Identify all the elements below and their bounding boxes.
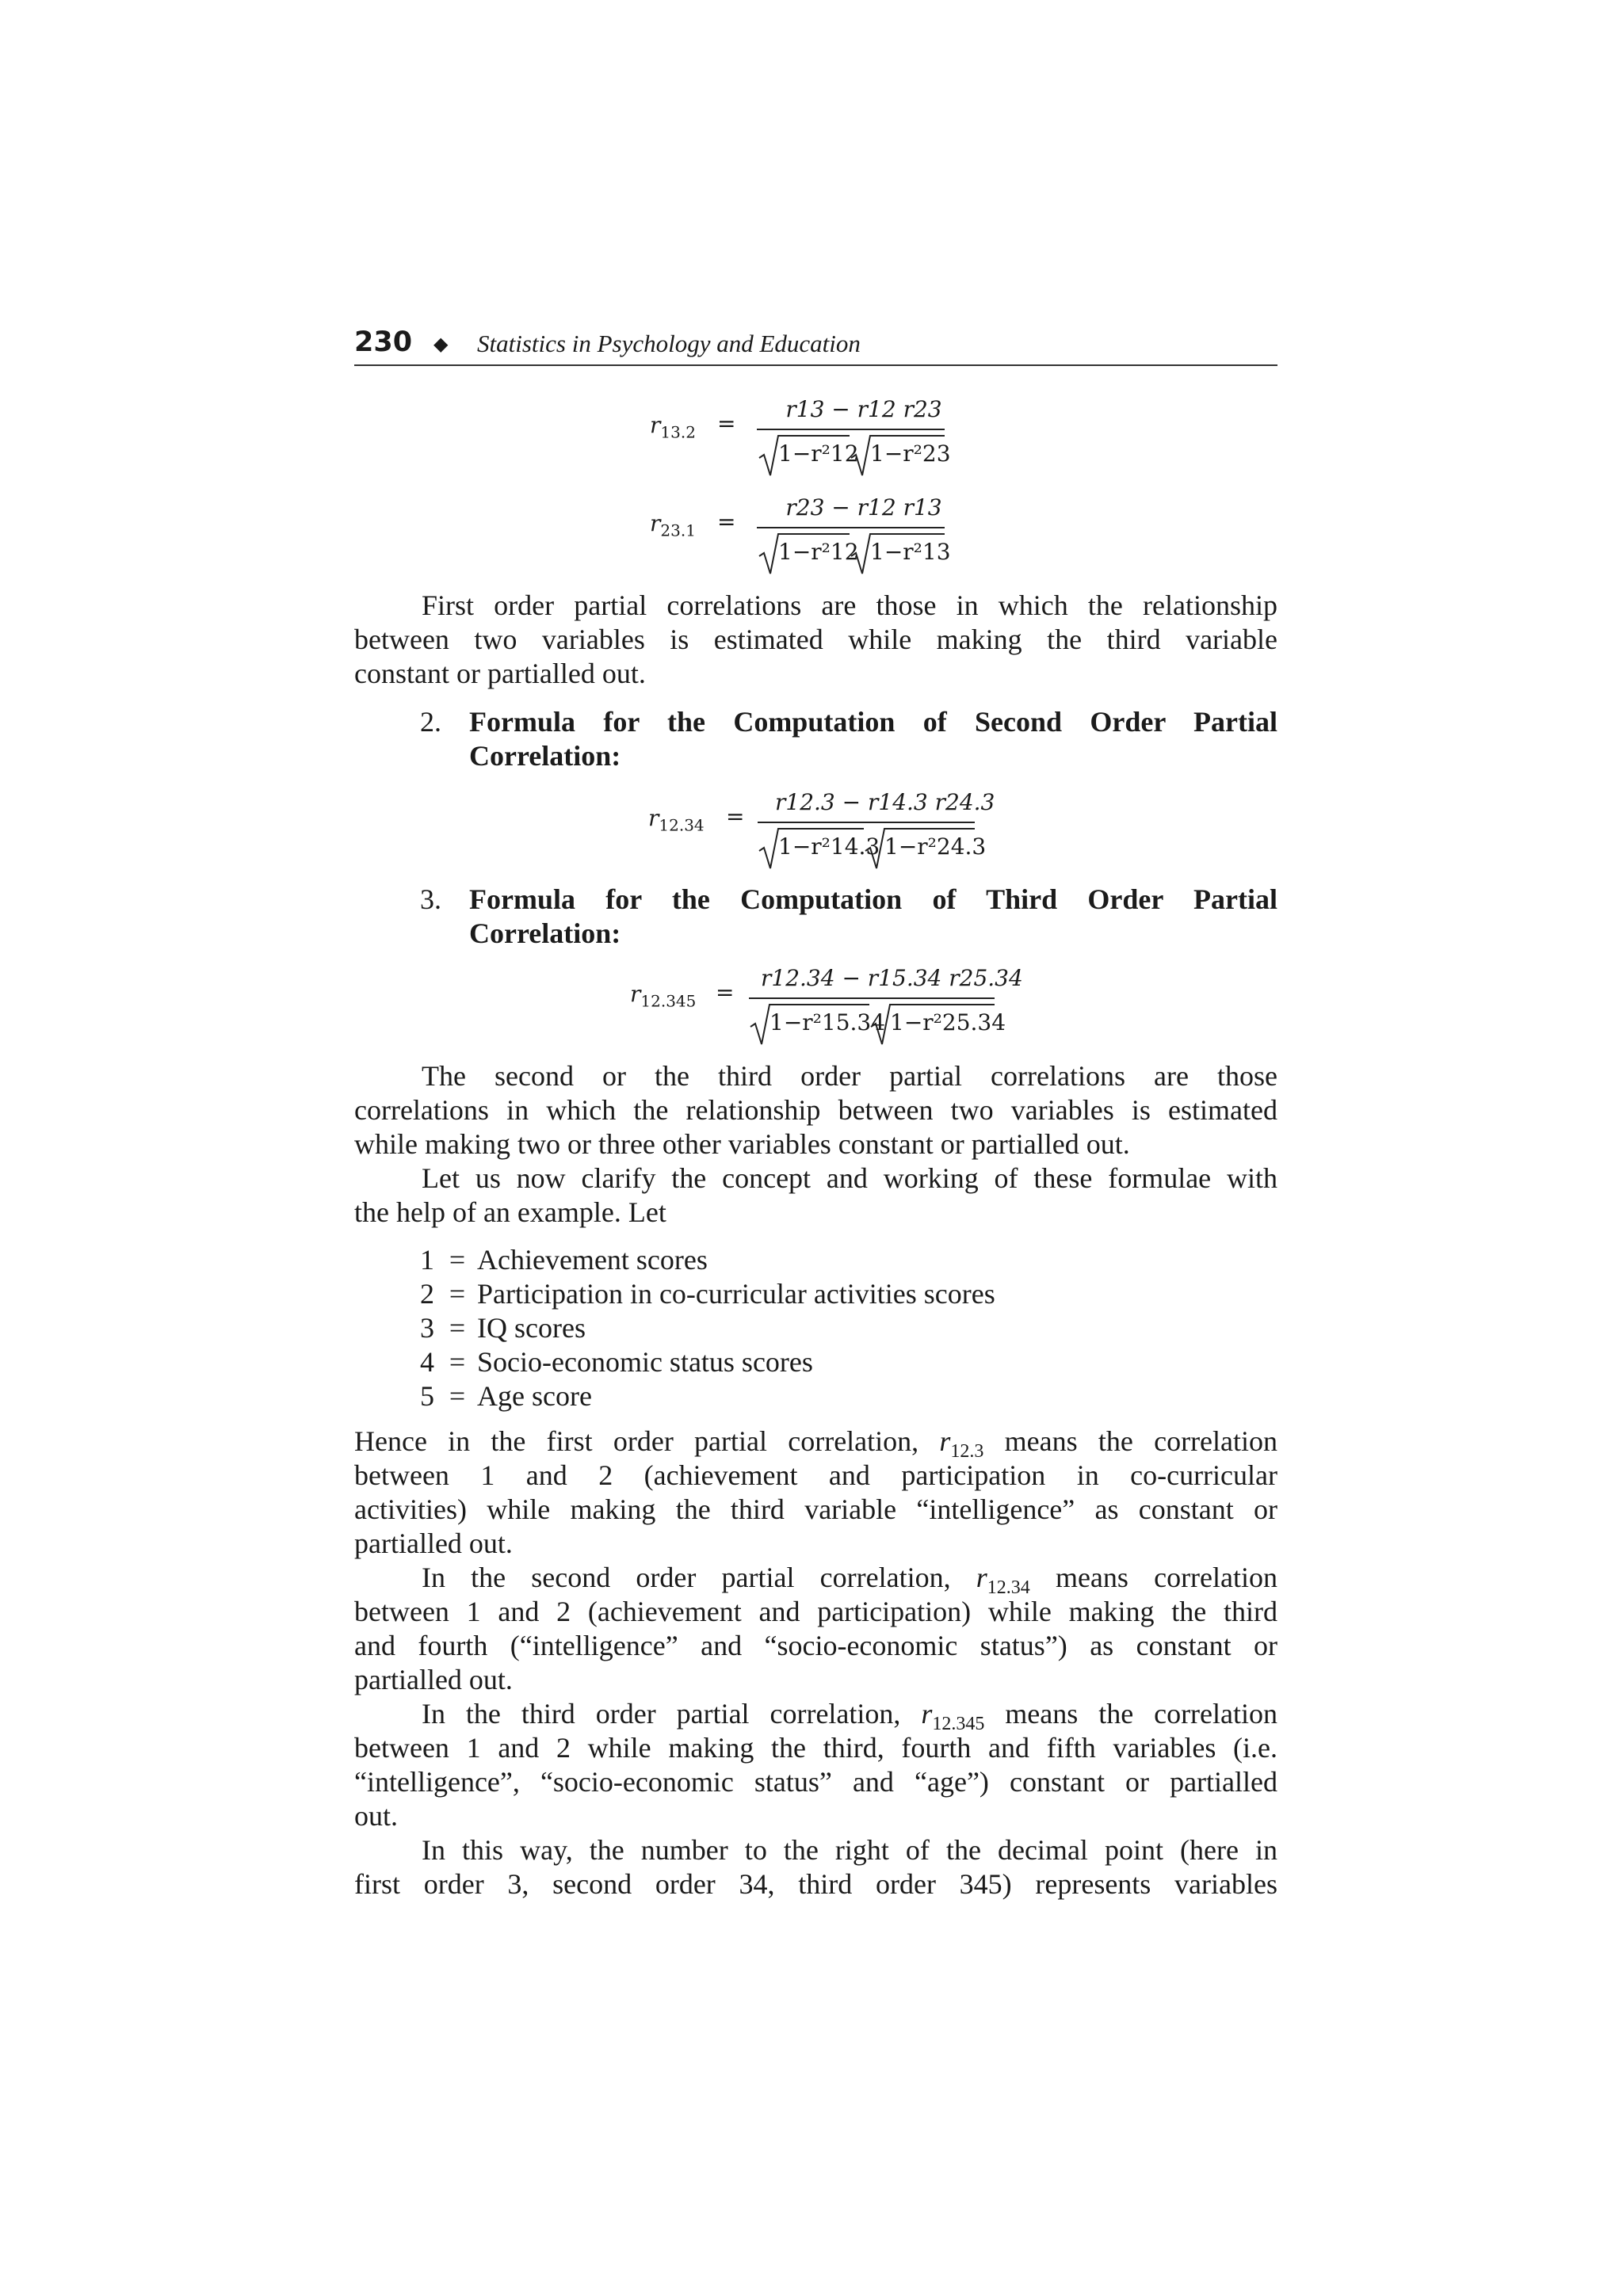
text-line: the help of an example. Let	[354, 1196, 666, 1228]
symbol-subscript: 12.345	[932, 1714, 985, 1735]
paragraph-first-order-example	[354, 1425, 1277, 1561]
formula-denominator-2: 1−r²23	[870, 441, 951, 467]
text-line: while making two or three other variables constant or partialled out.	[354, 1128, 1130, 1160]
variable-number: 3	[420, 1312, 434, 1344]
formula-lhs-subscript: 12.345	[640, 991, 697, 1011]
symbol: r	[976, 1562, 987, 1593]
heading-title	[469, 883, 1277, 951]
fraction-bar-and-radicals	[650, 396, 951, 483]
text-line: “intelligence”, “socio-economic status” and “age”) constant or partialled	[354, 1766, 1277, 1798]
symbol: r	[921, 1698, 933, 1730]
diamond-icon: ◆	[433, 333, 449, 355]
text-line: First order partial correlations are those in which the relationship	[422, 589, 1277, 621]
formula-denominator-1: 1−r²12	[778, 539, 859, 565]
formula-numerator: r12.34 − r15.34 r25.34	[761, 965, 1023, 991]
formula-lhs-subscript: 13.2	[660, 422, 696, 442]
formula-r13-2	[650, 396, 951, 483]
formula-lhs: r	[630, 981, 641, 1007]
formula-denominator-2: 1−r²24.3	[884, 833, 987, 860]
text-line: constant or partialled out.	[354, 658, 646, 689]
text-line: between 1 and 2 while making the third, fourth and fifth variables (i.e.	[354, 1732, 1277, 1764]
text-run: means the correlation	[1005, 1698, 1278, 1730]
text-line	[354, 1561, 1278, 1599]
formula-r12-345	[630, 965, 1023, 1052]
formula-lhs: r	[650, 510, 661, 536]
formula-numerator: r23 − r12 r13	[785, 494, 942, 521]
heading-number: 2.	[420, 706, 441, 738]
variable-label: Socio-economic status scores	[477, 1346, 813, 1378]
formula-numerator: r12.3 − r14.3 r24.3	[775, 789, 995, 815]
formula-denominator-2: 1−r²25.34	[890, 1009, 1006, 1035]
text-run: means correlation	[1055, 1562, 1278, 1593]
symbol-subscript: 12.3	[950, 1441, 984, 1463]
symbol: r	[939, 1425, 951, 1457]
paragraph-first-order	[354, 589, 1277, 691]
formula-lhs: r	[648, 805, 659, 831]
running-header	[354, 320, 1277, 366]
variable-label: Participation in co-curricular activities scores	[477, 1278, 995, 1310]
variable-number: 4	[420, 1346, 434, 1378]
variable-item-4: 4 = Socio-economic status scores	[420, 1346, 813, 1378]
text-run: Hence in the first order partial correlation,	[354, 1425, 919, 1457]
text-line: between 1 and 2 (achievement and participation in co-curricular	[354, 1459, 1277, 1491]
variable-label: Achievement scores	[477, 1244, 708, 1276]
fraction-bar-and-radicals	[648, 789, 995, 876]
equals-sign: =	[717, 509, 736, 535]
text-line: between 1 and 2 (achievement and participation) while making the third	[354, 1596, 1277, 1627]
section-heading-3	[420, 883, 1277, 951]
formula-denominator-2: 1−r²13	[870, 539, 951, 565]
variable-number: 1	[420, 1244, 434, 1276]
equals-sign: =	[717, 410, 736, 437]
text-run: In the third order partial correlation,	[422, 1698, 901, 1730]
text-line: In this way, the number to the right of the decimal point (here in	[422, 1834, 1277, 1866]
variable-item-2: 2 = Participation in co-curricular activities scores	[420, 1278, 995, 1310]
formula-numerator: r13 − r12 r23	[785, 396, 942, 422]
heading-line: Correlation:	[469, 917, 621, 949]
formula-denominator-1: 1−r²14.3	[778, 833, 880, 860]
text-line: partialled out.	[354, 1664, 513, 1695]
formula-lhs: r	[650, 412, 661, 438]
variable-label: IQ scores	[477, 1312, 586, 1344]
text-line: The second or the third order partial correlations are those	[422, 1060, 1277, 1092]
text-run: means the correlation	[1004, 1425, 1278, 1457]
equals-sign: =	[726, 803, 745, 830]
heading-line: Formula for the Computation of Second Order Partial	[469, 706, 1277, 738]
heading-line: Formula for the Computation of Third Order Partial	[469, 883, 1277, 915]
variable-label: Age score	[477, 1380, 592, 1412]
equals-sign: =	[716, 979, 735, 1005]
fraction-bar-and-radicals	[630, 965, 1023, 1052]
text-line	[354, 1697, 1278, 1735]
symbol-subscript: 12.34	[987, 1577, 1030, 1599]
text-line: and fourth (“intelligence” and “socio-economic status”) as constant or	[354, 1630, 1277, 1661]
text-line: Let us now clarify the concept and working of these formulae with	[422, 1162, 1277, 1194]
formula-r12-34	[648, 789, 995, 876]
paragraph-higher-order	[354, 1059, 1277, 1161]
variable-number: 2	[420, 1278, 434, 1310]
variable-item-5: 5 = Age score	[420, 1380, 592, 1412]
paragraph-decimal-notation	[354, 1833, 1277, 1901]
formula-lhs-subscript: 12.34	[659, 815, 705, 835]
text-line: out.	[354, 1800, 399, 1832]
text-line: correlations in which the relationship between two variables is estimated	[354, 1094, 1277, 1126]
formula-r23-1	[650, 494, 951, 582]
text-line: partialled out.	[354, 1527, 513, 1559]
formula-denominator-1: 1−r²12	[778, 441, 859, 467]
paragraph-example-intro	[354, 1161, 1277, 1230]
fraction-bar-and-radicals	[650, 494, 951, 582]
formula-lhs-subscript: 23.1	[660, 521, 696, 540]
variable-number: 5	[420, 1380, 434, 1412]
section-heading-2	[420, 705, 1277, 773]
book-title: Statistics in Psychology and Education	[477, 330, 861, 357]
formula-denominator-1: 1−r²15.34	[769, 1009, 886, 1035]
variable-item-3: 3 = IQ scores	[420, 1312, 586, 1344]
heading-title	[469, 705, 1277, 773]
heading-number: 3.	[420, 883, 441, 915]
text-line: first order 3, second order 34, third order 345) represents variables	[354, 1868, 1277, 1900]
paragraph-second-order-example	[354, 1561, 1277, 1697]
text-line	[354, 1425, 1278, 1463]
paragraph-third-order-example	[354, 1697, 1277, 1833]
text-run: In the second order partial correlation,	[422, 1562, 951, 1593]
heading-line: Correlation:	[469, 740, 621, 772]
variable-item-1: 1 = Achievement scores	[420, 1244, 708, 1276]
page-number: 230	[354, 326, 413, 358]
text-line: activities) while making the third variable “intelligence” as constant or	[354, 1493, 1277, 1525]
text-line: between two variables is estimated while making the third variable	[354, 624, 1277, 655]
